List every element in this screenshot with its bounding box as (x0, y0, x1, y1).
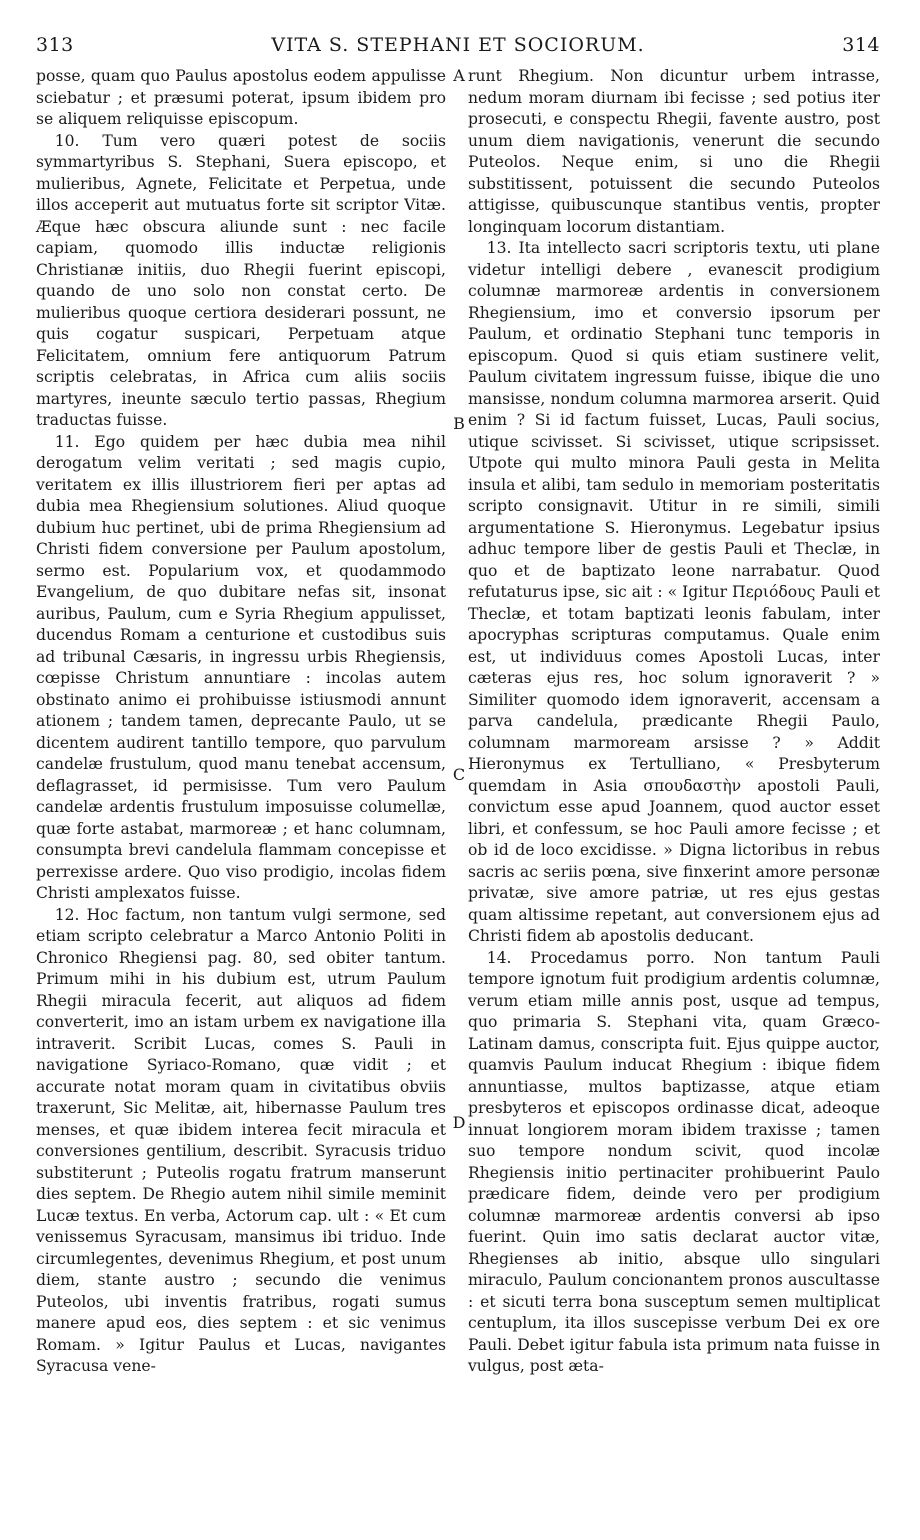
paragraph-11: 11. Ego quidem per hæc dubia mea nihil derogatum velim veritati ; sed magis cupio, veritatem ex illis illustriorem fieri per aptas ad dubia mea Rhegiensium solutiones. Aliud quoque dubium huc pertinet, ubi de prima Rhegiensium ad Christi fidem conversione per Paulum apostolum, sermo est. Popularium vox, et quodammodo Evangelium, de quo dubitare nefas sit, insonat auribus, Paulum, cum e Syria Rhegium appulisset, ducendus Romam a centurione et custodibus suis ad tribunal Cæsaris, in ingressu urbis Rhegiensis, cœpisse Christum annuntiare : incolas autem obstinato animo ei prohibuisse istiusmodi annunt ationem ; tandem tamen, deprecante Paulo, ut se dicentem audirent tantillo tempore, quo parvulum candelæ frustulum, quod manu tenebat accensum, deflagrasset, id permisisse. Tum vero Paulum candelæ ardentis frustulum imposuisse columellæ, quæ forte astabat, marmoreæ ; et hanc columnam, consumpta brevi candelula flammam concepisse et perrexisse ardere. Quo viso prodigio, incolas fidem Christi amplexatos fuisse. (36, 432, 446, 902)
page-number-left: 313 (36, 34, 74, 56)
running-title: VITA S. STEPHANI ET SOCIORUM. (271, 34, 645, 56)
margin-letter-d: D (452, 1113, 466, 1132)
paragraph-continuation-right: runt Rhegium. Non dicuntur urbem intrasse, nedum moram diurnam ibi fecisse ; sed potius iter prosecuti, e conspectu Rhegii, favente austro, post unum diem navigationis, venerunt die secundo Puteolos. Neque enim, si uno die Rhegii substitissent, potuissent die secundo Puteolos attigisse, quibuscunque stantibus ventis, propter longinquam locorum distantiam. (468, 67, 880, 236)
page-number-right: 314 (842, 34, 880, 56)
paragraph-continuation: posse, quam quo Paulus apostolus eodem appulisse sciebatur ; et præsumi poterat, ipsum ibidem pro se aliquem reliquisse episcopum. (36, 67, 446, 128)
paragraph-14: 14. Procedamus porro. Non tantum Pauli tempore ignotum fuit prodigium ardentis columnæ, verum etiam mille annis post, usque ad tempus, quo primaria S. Stephani vita, quam Græco-Latinam damus, conscripta fuit. Ejus quippe auctor, quamvis Paulum inducat Rhegium : ibique fidem annuntiasse, multos baptizasse, atque etiam presbyteros et episcopos ordinasse dicat, adeoque innuat longiorem moram ibidem traxisse ; tamen suo tempore nondum scivit, quod incolæ Rhegiensis initio pertinaciter prohibuerint Paulo prædicare fidem, deinde vero per prodigium columnæ marmoreæ ardentis conversi ab ipso fuerint. Quin imo satis declarat auctor vitæ, Rhegienses ab initio, absque ullo singulari miraculo, Paulum concionantem pronos auscultasse : et sicuti terra bona susceptum semen multiplicat centuplum, ita illos suscepisse verbum Dei ex ore Pauli. Debet igitur fabula ista primum nata fuisse in vulgus, post æta- (468, 948, 880, 1375)
running-header (36, 34, 880, 58)
right-column (468, 66, 880, 1378)
margin-letter-b: B (453, 414, 465, 433)
paragraph-10: 10. Tum vero quæri potest de sociis symmartyribus S. Stephani, Suera episcopo, et mulieribus, Agnete, Felicitate et Perpetua, unde illos acceperit aut mutuatus forte sit scriptor Vitæ. Æque hæc obscura aliunde sunt : nec facile capiam, quomodo illis inductæ religionis Christianæ initiis, duo Rhegii fuerint episcopi, quando de uno solo non constat certo. De mulieribus quoque certiora desiderari possunt, ne quis cogatur suspicari, Perpetuam atque Felicitatem, omnium fere antiquorum Patrum scriptis celebratas, in Africa cum aliis sociis martyres, ineunte sæculo tertio passas, Rhegium traductas fuisse. (36, 131, 446, 429)
left-column (36, 66, 446, 1378)
paragraph-13: 13. Ita intellecto sacri scriptoris textu, uti plane videtur intelligi debere , evanescit prodigium columnæ marmoreæ ardentis in conversionem Rhegiensium, imo et conversio ipsorum per Paulum, et ordinatio Stephani tunc temporis in episcopum. Quod si quis etiam sustinere velit, Paulum civitatem ingressum fuisse, ibique die uno mansisse, nondum columna marmorea arserit. Quid enim ? Si id factum fuisset, Lucas, Pauli socius, utique scivisset. Si scivisset, utique scripsisset. Utpote qui multo minora Pauli gesta in Melita insula et alibi, tam sedulo in memoriam posteritatis scripto consignavit. Utitur in re simili, simili argumentatione S. Hieronymus. Legebatur ipsius adhuc tempore liber de gestis Pauli et Theclæ, in quo et de baptizato leone narrabatur. Quod refutaturus ipse, sic ait : « Igitur Περιόδους Pauli et Theclæ, et totam baptizati leonis fabulam, inter apocryphas scripturas computamus. Quale enim est, ut individuus comes Apostoli Lucas, inter cæteras ejus res, hoc solum ignoraverit ? » Similiter quomodo idem ignoraverit, accensam a parva candelula, prædicante Rhegii Paulo, columnam marmoream arsisse ? » Addit Hieronymus ex Tertulliano, « Presbyterum quemdam in Asia σπουδαστὴν apostoli Pauli, convictum esse apud Joannem, quod auctor esset libri, et confessum, se hoc Pauli amore fecisse ; et ob id de loco excidisse. » Digna lictoribus in rebus sacris ac seriis pœna, sive finxerint amore personæ privatæ, sive amore patriæ, ut res ejus gestas quam altissime repetant, aut conversionem ejus ad Christi fidem ab apostolis deducant. (468, 239, 880, 945)
margin-letter-a: A (453, 66, 465, 85)
paragraph-12: 12. Hoc factum, non tantum vulgi sermone, sed etiam scripto celebratur a Marco Antonio Politi in Chronico Rhegiensi pag. 80, sed obiter tantum. Primum mihi in his dubium est, utrum Paulum Rhegii miracula fecerit, aut aliquos ad fidem converterit, imo an istam urbem ex navigatione illa intraverit. Scribit Lucas, comes S. Pauli in navigatione Syriaco-Romano, quæ vidit ; et accurate notat moram quam in civitatibus obviis traxerunt, Sic Melitæ, ait, hibernasse Paulum tres menses, et quæ ibidem interea fecit miracula et conversiones gentilium, describit. Syracusis triduo substiterunt ; Puteolis rogatu fratrum manserunt dies septem. De Rhegio autem nihil simile meminit Lucæ textus. En verba, Actorum cap. ult : « Et cum venissemus Syracusam, mansimus ibi triduo. Inde circumlegentes, devenimus Rhegium, et post unum diem, stante austro ; secundo die venimus Puteolos, ubi inventis fratribus, rogati sumus manere apud eos, dies septem : et sic venimus Romam. » Igitur Paulus et Lucas, navigantes Syracusa vene- (36, 905, 446, 1375)
margin-letter-c: C (452, 765, 466, 784)
